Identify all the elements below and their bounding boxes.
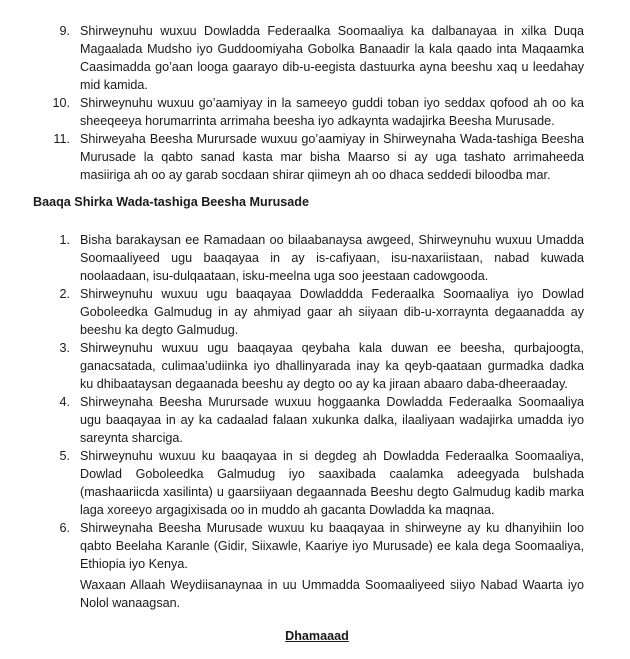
resolutions-list bbox=[0, 22, 630, 184]
item-text-line: Shirweynuhu wuxuu Dowladda Federaalka Soomaaliya ka dalbanayaa in xilka Duqa bbox=[80, 24, 584, 38]
item-text-line: Murusade la qabto sanad kasta mar bisha Maarso si ay uga tashato arrimaheeda bbox=[80, 150, 584, 164]
item-text-line: beeshu ka degto Galmudug. bbox=[80, 323, 239, 337]
item-text-line: Shirweynuhu wuxuu ku baaqayaa in si degdeg ah Dowladda Federaalka Soomaaliya, bbox=[80, 449, 584, 463]
item-text-line: Shirweynaha Beesha Murursade wuxuu hoggaanka Dowladda Federaalka Soomaaliya bbox=[80, 395, 584, 409]
item-number: 4. bbox=[59, 395, 70, 409]
list-item bbox=[0, 339, 630, 393]
item-text-line: qabto Beelaha Karanle (Gidir, Siixawle, Kaariye iyo Murusade) ee kala dega Soomaaliya, bbox=[80, 539, 584, 553]
appeals-list bbox=[0, 231, 630, 573]
item-text-line: noolaadaan, isu-dulqaataan, isku-meelna uga soo jeestaan cadowgooda. bbox=[80, 269, 489, 283]
item-number: 6. bbox=[59, 521, 70, 535]
item-text-line: Goboleedka Galmudug in ay ahmiyad gaar ah siiyaan dib-u-xorraynta degaanadda ay bbox=[80, 305, 584, 319]
item-text-line: Dowlad Goboleedka Galmudug iyo saaxibada caalamka adeegyada bulshada bbox=[80, 467, 584, 481]
item-text-line: Magaalada Mudsho iyo Guddoomiyaha Gobolka Banaadir la kala qaado inta Maqaamka bbox=[80, 42, 584, 56]
closing-line: Nolol wanaagsan. bbox=[80, 596, 181, 610]
item-number: 3. bbox=[59, 341, 70, 355]
item-text-line: Shirweyaha Beesha Murursade wuxuu go’aamiyay in Shirweynaha Wada-tashiga Beesha bbox=[80, 132, 584, 146]
item-text-line: ganacsatada, culimaa’udiinka iyo dhallinyarada inay ka qeyb-qaataan gurmadka dadka bbox=[80, 359, 584, 373]
item-text-line: Shirweynuhu wuxuu ugu baaqayaa qeybaha kala duwan ee beesha, qurbajoogta, bbox=[80, 341, 584, 355]
end-title bbox=[0, 627, 630, 645]
item-text-line: ugu baaqayaa in ay ka cadaalad falaan xukunka dalka, ilaaliyaan wadajirka umadda iyo bbox=[80, 413, 584, 427]
item-text-line: Soomaaliyeed ugu baaqayaa in ay is-cafiyaan, isu-naxariistaan, nabad kuwada bbox=[80, 251, 584, 265]
item-text-line: Ethiopia iyo Kenya. bbox=[80, 557, 188, 571]
item-text-line: Caasimadda go’aan looga gaarayo dib-u-eegista dastuurka ayna beeshu xaq u leedahay bbox=[80, 60, 584, 74]
section-heading: Baaqa Shirka Wada-tashiga Beesha Murusade bbox=[33, 195, 309, 209]
item-number: 9. bbox=[59, 24, 70, 38]
item-number: 11. bbox=[53, 132, 70, 146]
item-text-line: Shirweynaha Beesha Murusade wuxuu ku baaqayaa in shirweyne ay ku dhanyihiin loo bbox=[80, 521, 584, 535]
list-item bbox=[0, 393, 630, 447]
item-text-line: (mashaariicda xasilinta) u gaarsiiyaan degaannada Beeshu degto Galmudug kadib marka bbox=[80, 485, 584, 499]
list-item bbox=[0, 94, 630, 130]
item-text-line: sheeqeeya horumarrinta arrimaha beesha iyo adkaynta wadajirka Beesha Murusade. bbox=[80, 114, 555, 128]
item-text-line: Shirweynuhu wuxuu ugu baaqayaa Dowladdda Federaalka Soomaaliya iyo Dowlad bbox=[80, 287, 584, 301]
item-text-line: Bisha barakaysan ee Ramadaan oo bilaabanaysa awgeed, Shirweynuhu wuxuu Umadda bbox=[80, 233, 584, 247]
item-text-line: sareynta sharciga. bbox=[80, 431, 183, 445]
item-text-line: mid kamida. bbox=[80, 78, 148, 92]
list-item bbox=[0, 22, 630, 94]
list-item bbox=[0, 519, 630, 573]
item-text-line: ku dhibaataysan degaanada beeshu ay degto oo ay ka jiraan abaaro daba-dheeraaday. bbox=[80, 377, 568, 391]
end-title-text: Dhamaaad bbox=[285, 629, 349, 643]
item-number: 1. bbox=[59, 233, 70, 247]
list-item bbox=[0, 285, 630, 339]
closing-line: Waxaan Allaah Weydiisanaynaa in uu Ummadda Soomaaliyeed siiyo Nabad Waarta iyo bbox=[80, 578, 584, 592]
list-item bbox=[0, 130, 630, 184]
item-text-line: Shirweynuhu wuxuu go’aamiyay in la sameeyo guddi toban iyo seddax qofood ah oo ka bbox=[80, 96, 584, 110]
item-text-line: masiiriga ah oo ay garab socdaan shirar qiimeyn ah oo dhaca seddedi biloodba mar. bbox=[80, 168, 551, 182]
item-number: 5. bbox=[59, 449, 70, 463]
item-number: 10. bbox=[52, 96, 70, 110]
item-text-line: laga xoreeyo argagixisada oo in muddo ah gacanta Dowladda ka maqnaa. bbox=[80, 503, 495, 517]
closing-paragraph bbox=[80, 576, 584, 612]
list-item bbox=[0, 447, 630, 519]
item-number: 2. bbox=[59, 287, 70, 301]
list-item bbox=[0, 231, 630, 285]
